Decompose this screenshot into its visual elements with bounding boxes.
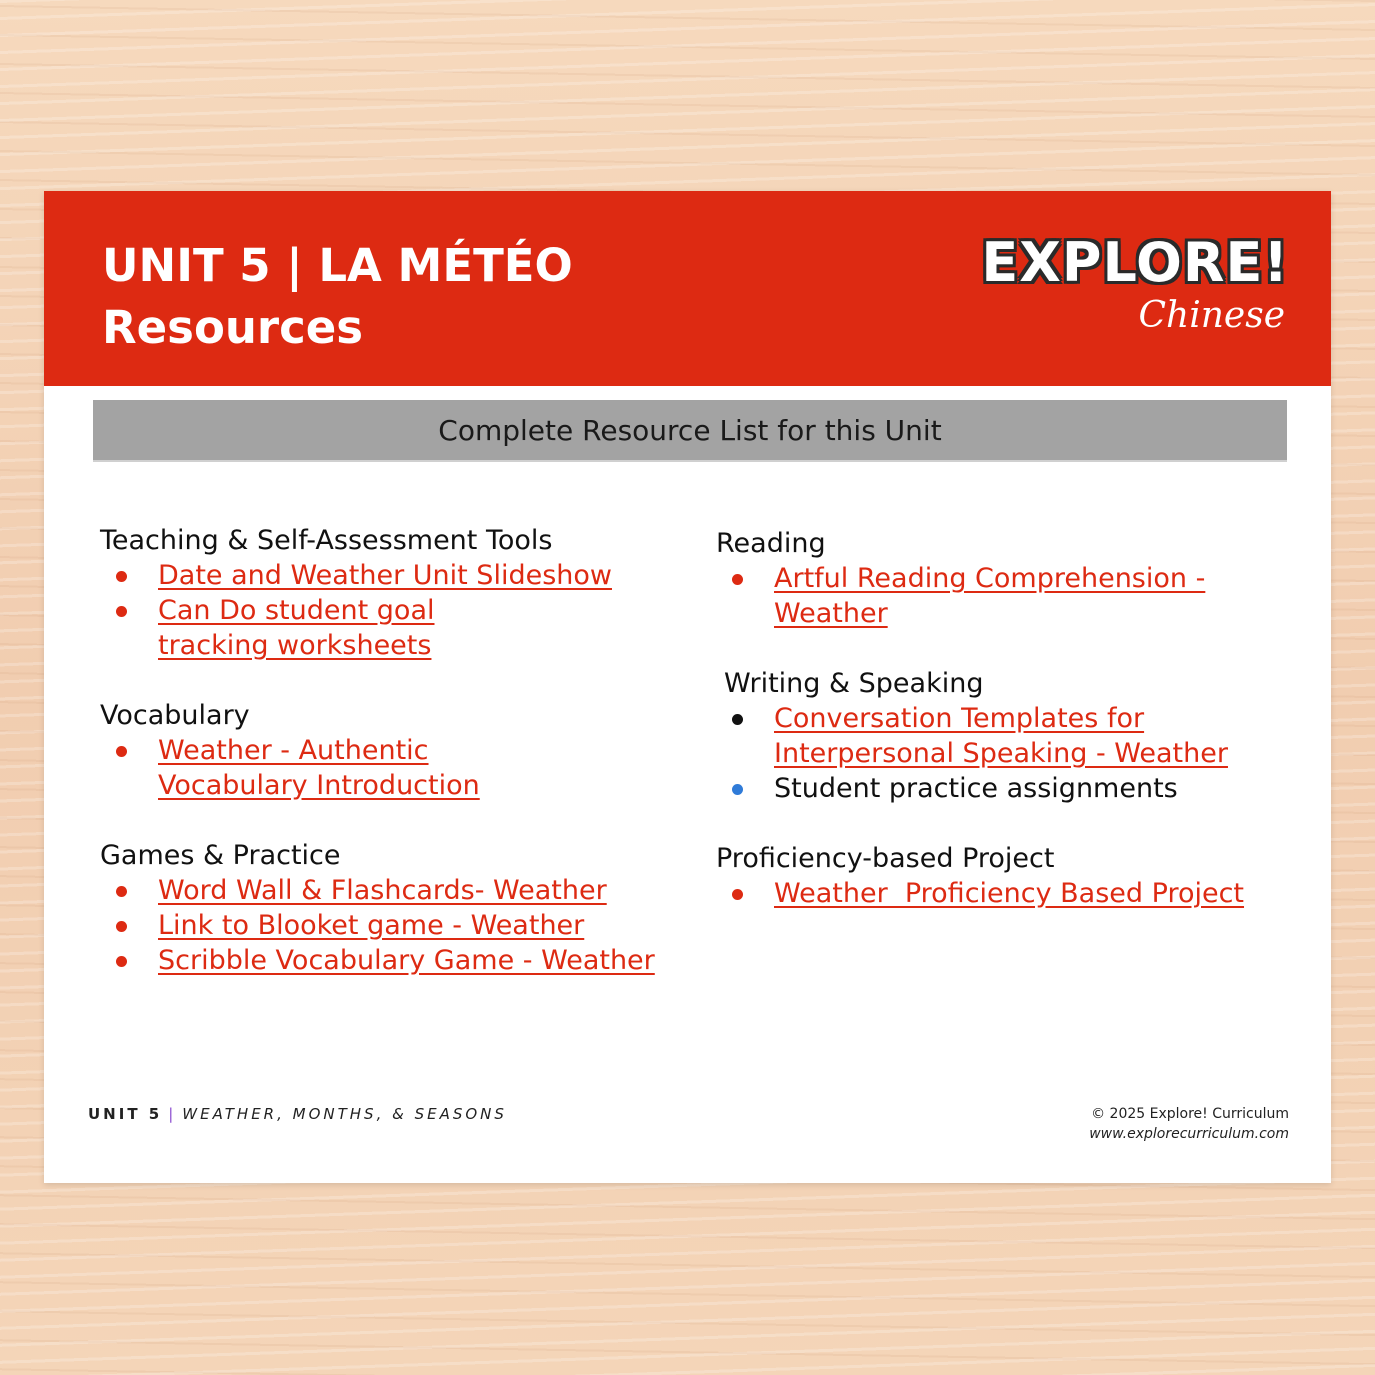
bullet-icon [116,571,127,582]
website-link[interactable]: www.explorecurriculum.com [1089,1126,1289,1142]
bullet-icon [732,889,743,900]
link-conversation-templates[interactable]: Conversation Templates for Interpersonal Speaking - Weather [774,703,1228,769]
link-can-do-worksheets[interactable]: Can Do student goal tracking worksheets [158,595,435,661]
bullet-icon [116,921,127,932]
section-heading: Writing & Speaking [724,668,984,699]
footer-credits [1089,1104,1289,1144]
resource-card [44,191,1331,1183]
footer-unit-label [88,1105,507,1123]
section-heading: Teaching & Self-Assessment Tools [100,525,553,556]
list-item [716,876,1296,911]
list-item [716,701,1296,771]
footer-topic: WEATHER, MONTHS, & SEASONS [182,1105,507,1123]
vocabulary-section [100,698,700,803]
list-item [100,733,700,803]
footer-separator: | [168,1105,177,1123]
list-item [100,593,700,663]
bullet-icon [732,784,743,795]
header-bar [44,191,1331,386]
bullet-icon [732,574,743,585]
list-item [100,873,700,908]
link-word-wall[interactable]: Word Wall & Flashcards- Weather [158,875,607,906]
bullet-icon [116,606,127,617]
teaching-section [100,523,700,663]
section-heading: Vocabulary [100,700,250,731]
link-date-weather-slideshow[interactable]: Date and Weather Unit Slideshow [158,560,612,591]
footer-unit: UNIT 5 [88,1105,163,1123]
link-scribble-game[interactable]: Scribble Vocabulary Game - Weather [158,945,655,976]
link-blooket-game[interactable]: Link to Blooket game - Weather [158,910,585,941]
link-proficiency-project[interactable]: Weather Proficiency Based Project [774,878,1245,909]
project-section [716,841,1296,911]
unit-title: UNIT 5 | LA MÉTÉO [102,239,573,292]
explore-logo: EXPLORE! [981,231,1289,294]
section-heading: Proficiency-based Project [716,843,1055,874]
list-item [100,908,700,943]
reading-section [716,526,1296,631]
page-subtitle: Resources [102,301,364,354]
list-item [716,561,1296,631]
bullet-icon [732,714,743,725]
copyright-text: © 2025 Explore! Curriculum [1091,1106,1289,1122]
logo-language: Chinese [1138,295,1285,336]
section-heading: Reading [716,528,826,559]
games-section [100,838,700,978]
list-item [100,558,700,593]
link-artful-reading[interactable]: Artful Reading Comprehension - Weather [774,563,1206,629]
section-heading: Games & Practice [100,840,341,871]
bullet-icon [116,956,127,967]
student-practice-text: Student practice assignments [774,773,1178,804]
bullet-icon [116,746,127,757]
resource-list-banner: Complete Resource List for this Unit [93,400,1287,462]
link-vocabulary-introduction[interactable]: Weather - Authentic Vocabulary Introduction [158,735,480,801]
writing-section [716,666,1296,806]
list-item [716,771,1296,806]
list-item [100,943,700,978]
bullet-icon [116,886,127,897]
